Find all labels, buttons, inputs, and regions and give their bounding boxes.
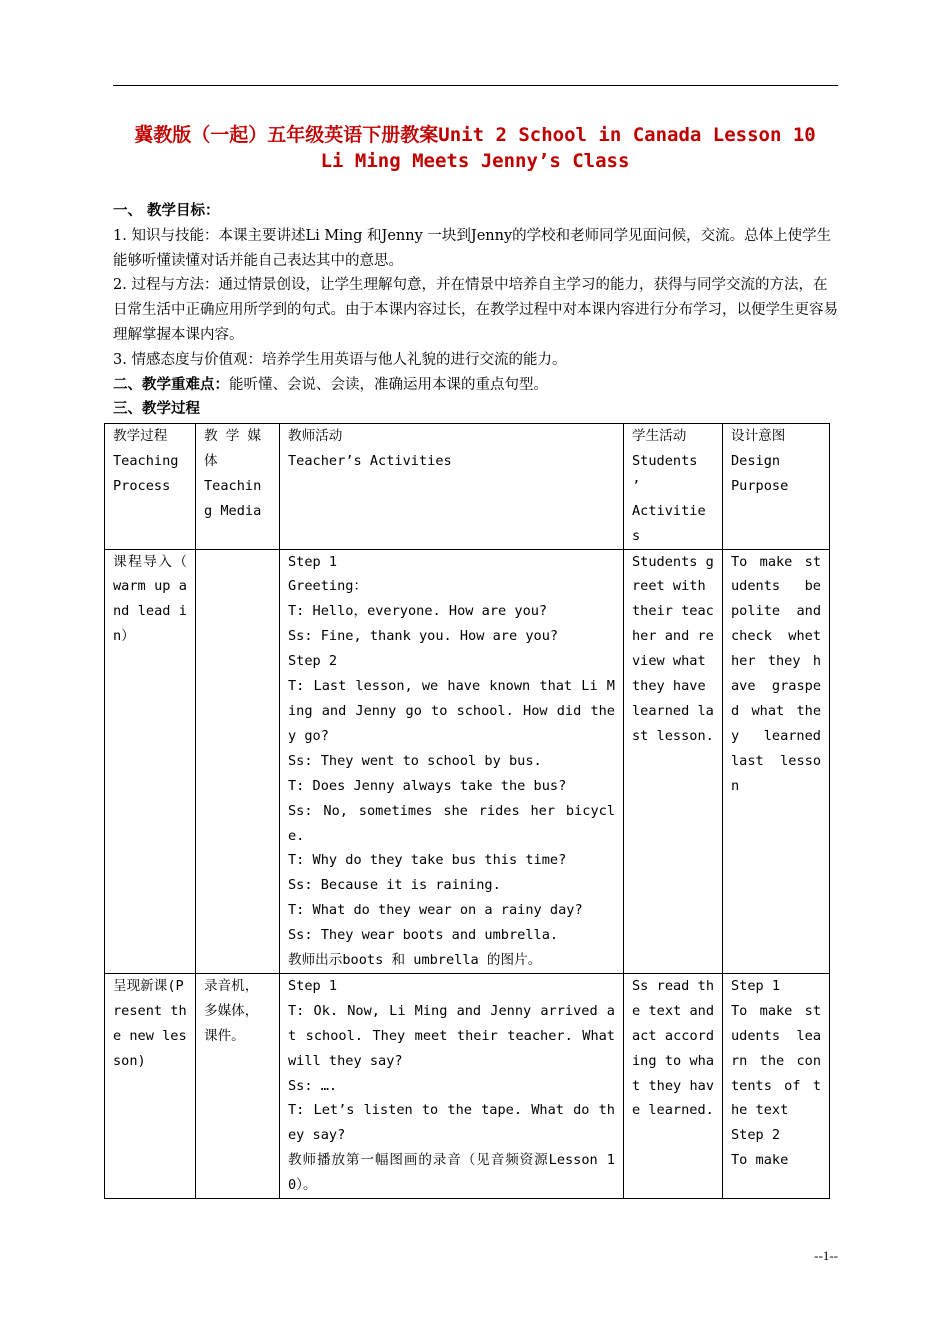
teaching-process-table xyxy=(104,423,830,1199)
header-text: Teaching xyxy=(113,452,179,469)
activity-line: T: Ok. Now, Li Ming and Jenny arrived at school. They meet their teacher. What will they say? xyxy=(288,1002,624,1069)
activity-line: T: Why do they take bus this time? xyxy=(288,852,567,869)
objective-3: 3. 情感态度与价值观：培养学生用英语与他人礼貌的进行交流的能力。 xyxy=(113,351,567,368)
section3-heading: 三、教学过程 xyxy=(113,400,200,418)
page-number: --1-- xyxy=(814,1248,838,1263)
activity-line: Ss: Because it is raining. xyxy=(288,877,501,894)
title-line-1: 冀教版（一起）五年级英语下册教案Unit 2 School in Canada Lesson 10 xyxy=(134,124,816,146)
cell-media: 录音机，多媒体，课件。 xyxy=(196,973,280,1198)
section2 xyxy=(113,373,839,398)
objective-2: 2. 过程与方法：通过情景创设，让学生理解句意，并在情景中培养自主学习的能力，获得与同学交流的方法，在日常生活中正确应用所学到的句式。由于本课内容过长，在教学过程中对本课内容进行分布学习，以便学生更容易理解掌握本课内容。 xyxy=(113,277,838,343)
table-header-row xyxy=(105,424,830,550)
header-cell-media xyxy=(196,424,280,550)
cell-process: 课程导入（ warm up and lead in） xyxy=(105,549,196,973)
header-text: Purpose xyxy=(731,477,789,494)
activity-line: Ss: Fine, thank you. How are you? xyxy=(288,628,559,645)
activity-line: 教师播放第一幅图画的录音（见音频资源Lesson 10）。 xyxy=(288,1152,615,1194)
header-text: Process xyxy=(113,477,171,494)
section2-text: 能听懂、会说、会读，准确运用本课的重点句型。 xyxy=(229,376,548,393)
header-text: Students xyxy=(632,452,698,469)
activity-line: 教师出示boots 和 umbrella 的图片。 xyxy=(288,952,542,969)
document-body xyxy=(113,199,839,422)
header-text: 设计意图 xyxy=(731,428,786,444)
purpose-line: To make xyxy=(731,1152,789,1169)
header-text: 体 xyxy=(204,452,218,469)
title-line-2: Li Ming Meets Jenny’s Class xyxy=(320,150,630,172)
table-row-warmup xyxy=(105,549,830,973)
purpose-line: Step 2 xyxy=(731,1127,781,1144)
header-text: s xyxy=(632,527,641,544)
header-cell-students xyxy=(624,424,723,550)
header-cell-purpose xyxy=(723,424,830,550)
header-text: Teacher’s Activities xyxy=(288,452,452,469)
purpose-line: To make students learn the contents of the text xyxy=(731,1002,821,1119)
header-text: Teachin xyxy=(204,477,262,494)
cell-teacher-activities xyxy=(280,973,624,1198)
objective-1: 1. 知识与技能：本课主要讲述Li Ming 和Jenny 一块到Jenny的学校和老师同学见面问候，交流。总体上使学生能够听懂读懂对话并能自己表达其中的意思。 xyxy=(113,227,832,269)
purpose-line: Step 1 xyxy=(731,977,781,994)
header-text: 教 学 媒 xyxy=(204,428,262,444)
section2-heading: 二、教学重难点： xyxy=(113,375,229,393)
section1-heading: 一、 教学目标： xyxy=(113,202,220,219)
header-rule xyxy=(113,85,838,86)
activity-line: T: Let’s listen to the tape. What do they say? xyxy=(288,1102,615,1144)
cell-design-purpose xyxy=(723,973,830,1198)
cell-design-purpose: To make students be polite and check whether they have grasped what they learned last lesson xyxy=(723,549,830,973)
activity-line: T: Hello，everyone. How are you? xyxy=(288,603,548,620)
header-text: Design xyxy=(731,452,781,469)
activity-line: Ss: …. xyxy=(288,1077,338,1094)
header-cell-process xyxy=(105,424,196,550)
document-title xyxy=(108,122,842,174)
header-text: Activitie xyxy=(632,502,706,519)
cell-student-activities: Students greet with their teacher and review what they have learned last lesson. xyxy=(624,549,723,973)
header-cell-teacher xyxy=(280,424,624,550)
cell-student-activities: Ss read the text and act according to what they have learned. xyxy=(624,973,723,1198)
activity-line: Step 1 xyxy=(288,553,338,570)
activity-line: Ss: No, sometimes she rides her bicycle. xyxy=(288,802,615,844)
cell-media xyxy=(196,549,280,973)
activity-line: T: What do they wear on a rainy day? xyxy=(288,902,583,919)
activity-line: T: Last lesson, we have known that Li Ming and Jenny go to school. How did they go? xyxy=(288,678,615,744)
header-text: 学生活动 xyxy=(632,428,687,444)
header-text: 教学过程 xyxy=(113,428,168,444)
activity-line: Ss: They went to school by bus. xyxy=(288,752,542,769)
activity-line: Ss: They wear boots and umbrella. xyxy=(288,927,559,944)
header-text: ’ xyxy=(632,477,641,494)
cell-process: 呈现新课(Present the new lesson) xyxy=(105,973,196,1198)
header-text: g Media xyxy=(204,502,262,519)
activity-line: T: Does Jenny always take the bus? xyxy=(288,777,567,794)
activity-line: Greeting： xyxy=(288,578,368,595)
table-row-presentation xyxy=(105,973,830,1198)
header-text: 教师活动 xyxy=(288,428,343,444)
activity-line: Step 2 xyxy=(288,653,338,670)
cell-teacher-activities xyxy=(280,549,624,973)
activity-line: Step 1 xyxy=(288,977,338,994)
